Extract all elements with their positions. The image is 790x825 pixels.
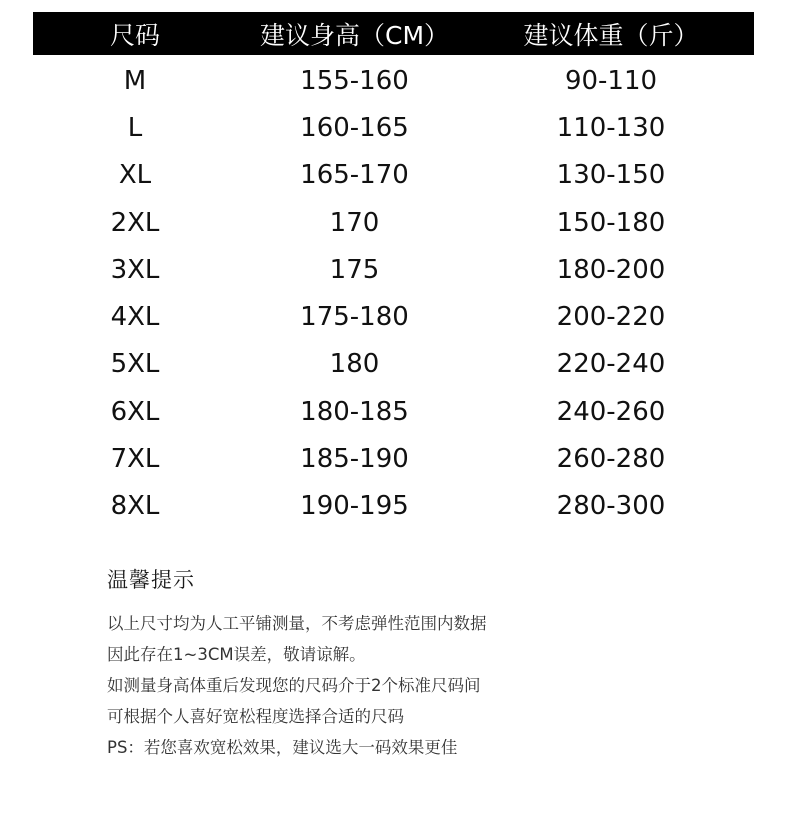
table-row	[33, 246, 754, 293]
cell-height: 175-180	[300, 302, 409, 333]
tips-line: 因此存在1~3CM误差，敬请谅解。	[107, 645, 366, 664]
tips-line: 如测量身高体重后发现您的尺码介于2个标准尺码间	[107, 676, 481, 695]
cell-size: 3XL	[110, 254, 160, 285]
cell-weight: 240-260	[556, 396, 666, 427]
cell-weight: 200-220	[556, 302, 666, 333]
cell-height: 180	[329, 349, 380, 380]
table-row	[33, 483, 754, 530]
cell-weight: 180-200	[556, 254, 666, 285]
cell-size: XL	[118, 160, 152, 191]
cell-size: 2XL	[110, 207, 160, 238]
tips-section	[107, 564, 747, 763]
header-size: 尺码	[109, 20, 160, 50]
table-row	[33, 435, 754, 482]
cell-size: 5XL	[110, 349, 160, 380]
cell-weight: 90-110	[564, 65, 658, 96]
table-body	[33, 57, 754, 530]
table-header	[33, 12, 754, 55]
cell-weight: 220-240	[556, 349, 666, 380]
cell-weight: 110-130	[556, 112, 666, 143]
table-row	[33, 293, 754, 340]
cell-size: 8XL	[110, 491, 160, 522]
cell-height: 160-165	[300, 112, 409, 143]
cell-size: 7XL	[110, 444, 160, 475]
cell-height: 170	[329, 207, 380, 238]
table-row	[33, 199, 754, 246]
cell-size: 4XL	[110, 302, 160, 333]
cell-weight: 280-300	[556, 491, 666, 522]
cell-weight: 260-280	[556, 444, 666, 475]
tips-line: 以上尺寸均为人工平铺测量，不考虑弹性范围内数据	[107, 614, 487, 633]
cell-weight: 150-180	[556, 207, 666, 238]
cell-height: 180-185	[300, 396, 409, 427]
cell-height: 175	[329, 254, 380, 285]
cell-height: 165-170	[300, 160, 409, 191]
tips-line: 可根据个人喜好宽松程度选择合适的尺码	[107, 707, 404, 726]
cell-height: 190-195	[300, 491, 409, 522]
cell-height: 185-190	[300, 444, 409, 475]
header-weight: 建议体重（斤）	[523, 20, 699, 50]
header-height: 建议身高（CM）	[259, 20, 450, 50]
table-row	[33, 341, 754, 388]
size-chart-table	[33, 12, 754, 530]
cell-size: M	[123, 65, 147, 96]
table-row	[33, 152, 754, 199]
table-row	[33, 104, 754, 151]
cell-size: L	[127, 112, 143, 143]
cell-height: 155-160	[300, 65, 409, 96]
cell-size: 6XL	[110, 396, 160, 427]
table-row	[33, 57, 754, 104]
cell-weight: 130-150	[556, 160, 666, 191]
tips-line: PS：若您喜欢宽松效果，建议选大一码效果更佳	[107, 738, 458, 757]
table-row	[33, 388, 754, 435]
tips-title: 温馨提示	[107, 568, 195, 592]
